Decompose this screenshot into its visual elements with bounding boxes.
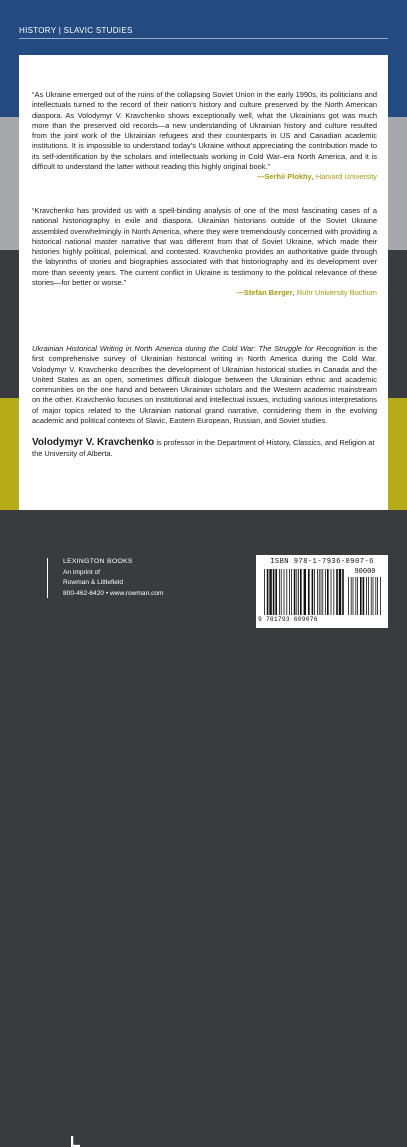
barcode-bar: [289, 569, 290, 615]
barcode-bar: [373, 577, 374, 615]
barcode-bars: [264, 569, 346, 615]
isbn-number: ISBN 978-1-7936-0907-6: [270, 558, 374, 566]
barcode-bar: [294, 569, 296, 615]
barcode-bar: [312, 569, 314, 615]
barcode-bar: [351, 577, 352, 615]
barcode-bar: [286, 569, 287, 615]
publisher-divider: [47, 558, 48, 598]
publisher-contact: 800-462-6420 • www.rowman.com: [63, 589, 164, 597]
barcode-bar: [298, 569, 299, 615]
barcode-bar: [321, 569, 322, 615]
barcode-bar: [322, 569, 323, 615]
barcode-bar: [264, 569, 265, 615]
publisher-imprint-line: An imprint of: [63, 568, 101, 576]
barcode-bar: [291, 569, 292, 615]
barcode-bar: [353, 577, 354, 615]
barcode-bar: [348, 577, 349, 615]
quote-text: “Kravchenko has provided us with a spell-binding analysis of one of the most fascinating cases of a national historiography in exile and diaspora. Ukrainian historians outside of the Soviet Ukraine assembled overwhelmingly in North America, where they were tremendously concerned with providing a historical national master narrative that was different from that of Soviet Ukraine, which made their histories highly political, polemical, and contested. Kravchenko provides an authoritative guide through the labyrinths of stories and biographies associated with that historiography and its development over more than seventy years. The current conflict in Ukraine is testimony to the political relevance of these stories—for better or worse.”: [32, 206, 377, 288]
barcode-bar: [360, 577, 362, 615]
barcode-bar: [377, 577, 378, 615]
barcode-bar: [275, 569, 277, 615]
barcode-bar: [342, 569, 344, 615]
barcode-bar: [333, 569, 334, 615]
barcode-bar: [314, 569, 315, 615]
barcode-bar: [366, 577, 367, 615]
barcode-addon-number: 90000: [354, 568, 376, 576]
series-divider: [19, 38, 388, 39]
lexington-logo-icon: [71, 1136, 80, 1147]
barcode-bar: [300, 569, 302, 615]
barcode-bar: [375, 577, 376, 615]
book-description: [32, 344, 377, 426]
endorsement-quote: [32, 206, 377, 299]
barcode-addon-bars: [348, 577, 382, 615]
quote-author: —Serhii Plokhy: [257, 172, 312, 182]
book-title: Ukrainian Historical Writing in North America during the Cold War: The Struggle for Recognition: [32, 344, 356, 353]
barcode-bar: [281, 569, 282, 615]
quote-attribution: —Stefan Berger, Ruhr University Bochum: [236, 288, 377, 298]
barcode-bar: [319, 569, 320, 615]
barcode-bar: [363, 577, 365, 615]
barcode-bar: [380, 577, 381, 615]
author-name: Volodymyr V. Kravchenko: [32, 437, 155, 448]
author-bio: [32, 437, 377, 459]
quote-text: “As Ukraine emerged out of the ruins of the collapsing Soviet Union in the early 1990s, its politicians and intellectuals turned to the record of their nation’s history and culture preserved by the North American diaspora. As Volodymyr V. Kravchenko shows exceptionally well, what the Ukrainians got was much more than the preserved old records—a new understanding of Ukrainian history and culture resulted from the joint work of the Ukrainian refugees and their counterparts in US and Canadian academic institutions. It is impossible to understand today’s Ukraine without appreciating the contribution made to its self-identification by the scholars and intellectuals working in Cold War–era North America, and it is difficult to understand the latter without reading this highly original book.”: [32, 90, 377, 172]
barcode-bar: [325, 569, 326, 615]
barcode-bar: [371, 577, 372, 615]
author-bio-text: is professor in the Department of History, Classics, and Religion at the University of Alberta.: [32, 438, 375, 458]
barcode-bar: [267, 569, 269, 615]
publisher-info: [63, 557, 223, 599]
quote-affiliation: Harvard University: [315, 172, 377, 182]
barcode-bar: [279, 569, 280, 615]
series-label: HISTORY | SLAVIC STUDIES: [19, 26, 133, 35]
publisher-parent: Rowman & Littlefield: [63, 579, 124, 586]
barcode-bar: [357, 577, 358, 615]
barcode-bar: [317, 569, 318, 615]
description-text: is the first comprehensive survey of Ukrainian historical writing in North America during the Cold War. Volodymyr V. Kravchenko describes the development of Ukrainian historical studies in Canada and the United States as an open, sometimes difficult dialogue between the Ukrainian ethnic and academic communities on the one hand and between Ukrainian scholars and the Western academic mainstream on the other. Kravchenko focuses on institutional and intellectual issues, including various interpretations of major topics related to the Ukrainian national grand narrative, considering them in the evolving academic and political contexts of Slavic, Eastern European, Russian, and Soviet studies.: [32, 344, 377, 426]
barcode-bar: [269, 569, 271, 615]
barcode-digits: 9 781793 609076: [258, 616, 318, 623]
barcode-bar: [296, 569, 297, 615]
barcode-bar: [336, 569, 338, 615]
quote-affiliation: Ruhr University Bochum: [296, 288, 377, 298]
barcode-bar: [273, 569, 275, 615]
publisher-name: LEXINGTON BOOKS: [63, 558, 133, 565]
barcode-bar: [331, 569, 332, 615]
quote-author: —Stefan Berger: [236, 288, 293, 298]
endorsement-quote: [32, 90, 377, 183]
barcode-bar: [284, 569, 285, 615]
isbn-barcode: [256, 555, 388, 628]
barcode-bar: [355, 577, 356, 615]
barcode-bar: [368, 577, 369, 615]
quote-attribution: —Serhii Plokhy, Harvard University: [257, 172, 377, 182]
barcode-bar: [304, 569, 306, 615]
barcode-bar: [327, 569, 329, 615]
barcode-bar: [339, 569, 341, 615]
barcode-bar: [308, 569, 310, 615]
